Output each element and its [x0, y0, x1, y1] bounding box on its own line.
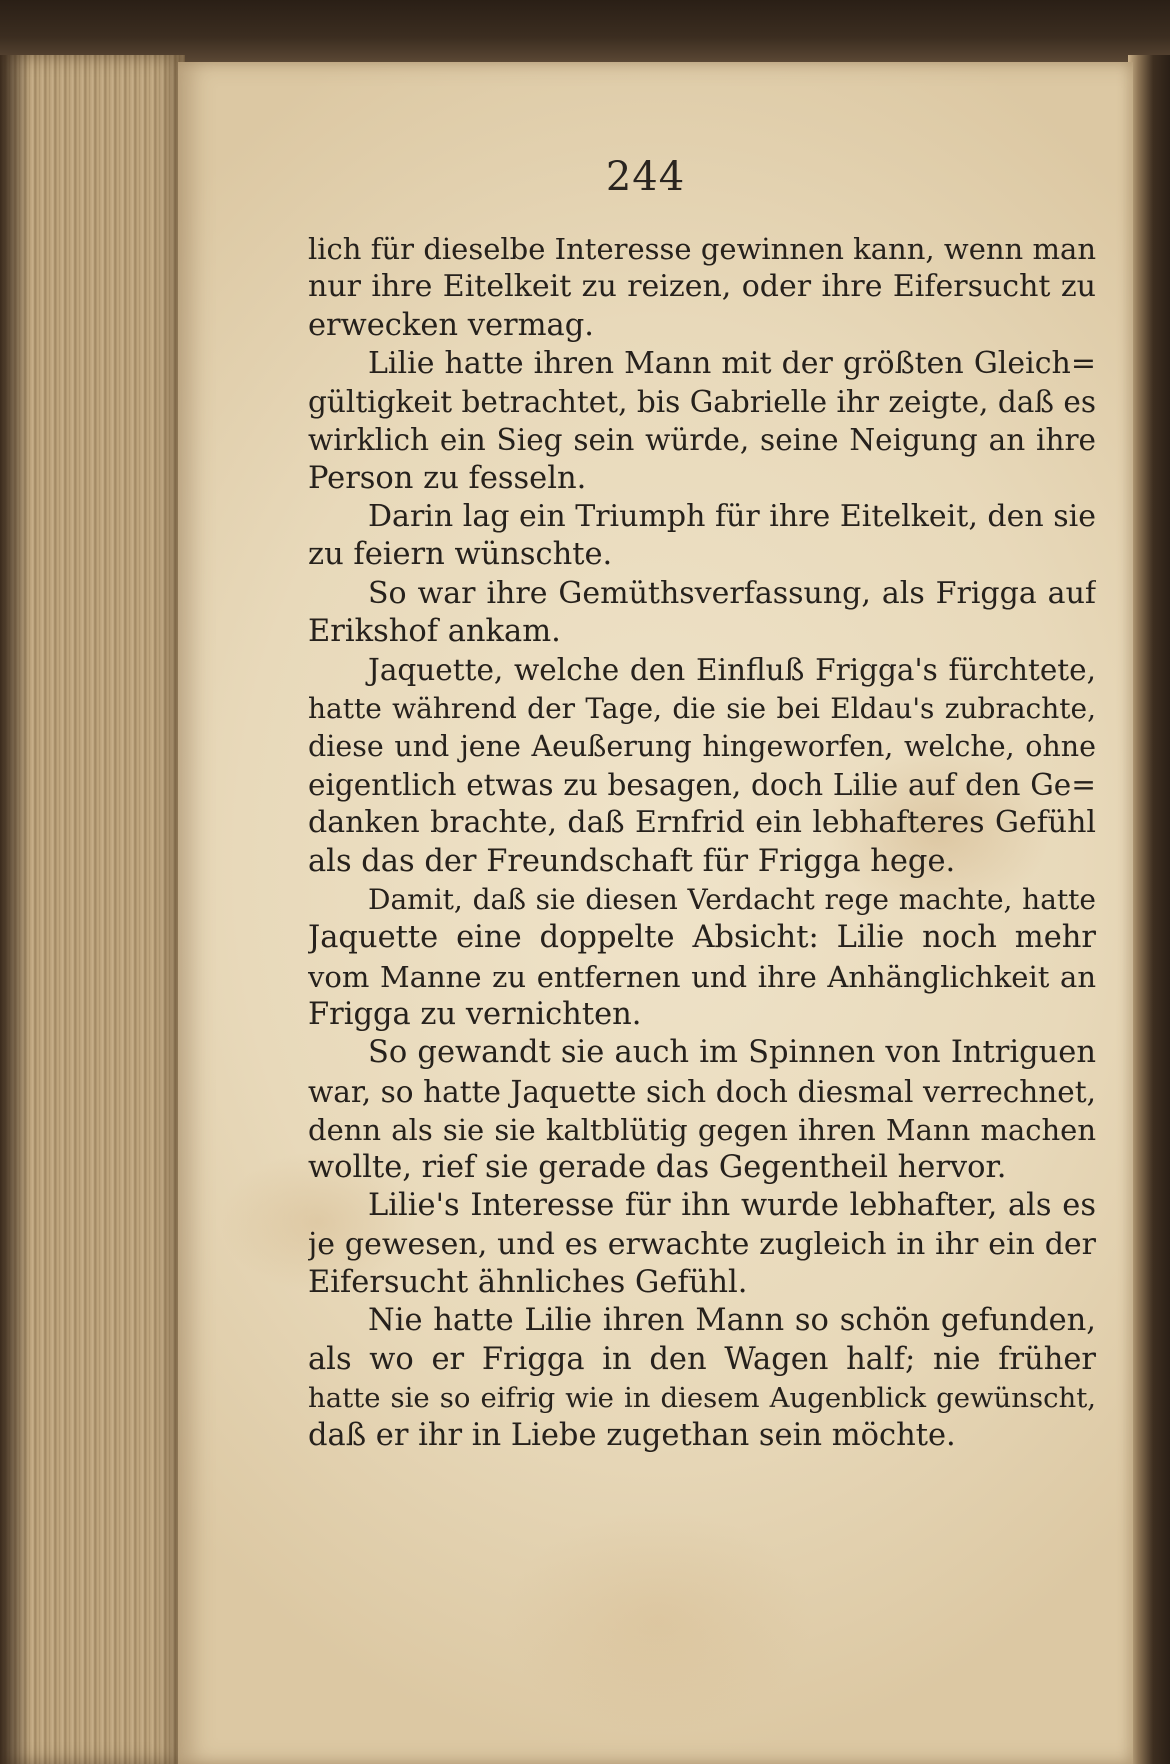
text-line: Lilie's Interesse für ihn wurde lebhafter, als es [368, 1188, 1096, 1224]
text-line: Darin lag ein Triumph für ihre Eitelkeit, den sie [368, 499, 1096, 535]
text-line: vom Manne zu entfernen und ihre Anhänglichkeit an [308, 959, 1096, 994]
text-line: als wo er Frigga in den Wagen half; nie früher [308, 1341, 1096, 1377]
text-line: hatte während der Tage, die sie bei Eldau's zubrachte, [308, 691, 1096, 725]
text-line: als das der Freundschaft für Frigga hege. [308, 843, 956, 879]
text-line: zu feiern wünschte. [308, 537, 613, 573]
text-line: wirklich ein Sieg sein würde, seine Neigung an ihre [308, 423, 1096, 458]
text-line: war, so hatte Jaquette sich doch diesmal verrechnet, [308, 1074, 1096, 1109]
binding-edge [0, 0, 1170, 62]
text-line: Frigga zu vernichten. [308, 996, 642, 1032]
body-text [308, 230, 1096, 1456]
text-line: So war ihre Gemüthsverfassung, als Frigga auf [368, 575, 1096, 611]
text-line: eigentlich etwas zu besagen, doch Lilie auf den Ge= [308, 768, 1096, 803]
page-number: 244 [605, 154, 686, 200]
text-line: Nie hatte Lilie ihren Mann so schön gefunden, [368, 1303, 1096, 1339]
text-line: Eifersucht ähnliches Gefühl. [308, 1265, 748, 1301]
text-line: nur ihre Eitelkeit zu reizen, oder ihre Eifersucht zu [308, 269, 1096, 305]
text-line: gültigkeit betrachtet, bis Gabrielle ihr zeigte, daß es [308, 385, 1096, 420]
book-page [178, 62, 1133, 1764]
text-line: daß er ihr in Liebe zugethan sein möchte. [308, 1418, 956, 1454]
text-line: Lilie hatte ihren Mann mit der größten Gleich= [368, 345, 1096, 381]
text-line: Erikshof ankam. [308, 613, 561, 649]
text-line: hatte sie so eifrig wie in diesem Augenblick gewünscht, [308, 1381, 1096, 1414]
text-line: diese und jene Aeußerung hingeworfen, welche, ohne [308, 729, 1096, 763]
text-line: Jaquette eine doppelte Absicht: Lilie noch mehr [308, 920, 1096, 956]
text-line: Jaquette, welche den Einfluß Frigga's fürchtete, [368, 653, 1096, 688]
text-line: erwecken vermag. [308, 307, 594, 343]
text-line: Person zu fesseln. [308, 460, 587, 496]
text-line: lich für dieselbe Interesse gewinnen kann, wenn man [308, 232, 1096, 266]
text-line: denn als sie sie kaltblütig gegen ihren Mann machen [308, 1112, 1096, 1147]
text-line: Damit, daß sie diesen Verdacht rege machte, hatte [368, 883, 1096, 917]
text-line: je gewesen, und es erwachte zugleich in ihr ein der [308, 1226, 1096, 1262]
page-stack-shadow [0, 55, 30, 1764]
text-line: danken brachte, daß Ernfrid ein lebhafteres Gefühl [308, 805, 1096, 841]
text-line: wollte, rief sie gerade das Gegentheil hervor. [308, 1150, 1007, 1186]
next-page-edge [1128, 55, 1170, 1764]
text-line: So gewandt sie auch im Spinnen von Intriguen [368, 1035, 1096, 1071]
